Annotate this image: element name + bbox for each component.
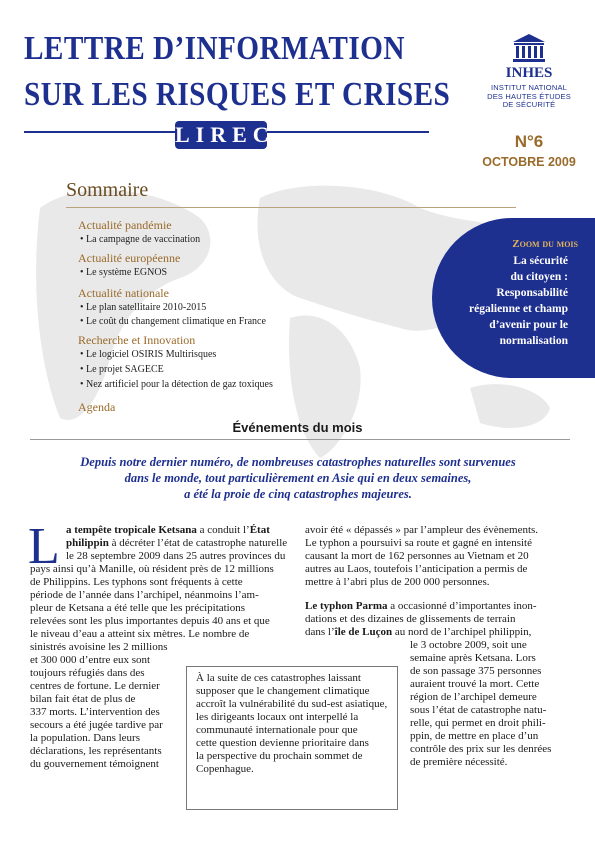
issue-number: N°6 — [514, 132, 544, 151]
article-line: de son passage 375 personnes — [410, 665, 542, 677]
drop-cap: L — [28, 518, 60, 575]
newsletter-title-line-2: SUR LES RISQUES ET CRISES — [24, 76, 451, 113]
article-line: de première nécessité. — [410, 756, 508, 768]
summary-item: • Le logiciel OSIRIS Multirisques — [80, 349, 217, 360]
article-line: sous l’état de catastrophe natu- — [410, 704, 547, 716]
summary-heading: Actualité nationale — [78, 286, 169, 300]
summary-heading: Agenda — [78, 400, 116, 414]
events-title: Événements du mois — [232, 420, 363, 435]
article-line: période de l’année dans l’archipel, néanmoins l’am- — [30, 589, 259, 601]
quote-text: À la suite de ces catastrophes laissant supposer que le changement climatique accroît la vulnérabilité du sud-est asiatique, les dirigeants locaux ont interpellé la communauté internationale pour que cette question devienne prioritaire dans la perspective du prochain sommet de Copenhague. — [196, 672, 388, 775]
article-line: pleur de Ketsana a été telle que les précipitations — [30, 602, 246, 614]
acronym-badge: LIREC — [175, 122, 275, 147]
article-line: la population. Dans leurs — [30, 732, 140, 744]
article-line: semaine après Ketsana. Lors — [410, 652, 536, 664]
article-line: le niveau d’eau a atteint six mètres. Le nombre de — [30, 628, 250, 640]
article-line: sinistrés avoisine les 2 millions — [30, 641, 168, 653]
article-line: région de l’archipel demeure — [410, 691, 537, 703]
institution-name: INHES — [505, 65, 553, 81]
article-line: ppin, de mettre en place d’un — [410, 730, 539, 742]
article-line: secours a été jugée tardive par — [30, 719, 163, 731]
article-line: et 300 000 d’entre eux sont — [30, 654, 151, 666]
summary-rule — [66, 207, 516, 208]
article-line: pays ainsi qu’à Manille, où résident près de 12 millions — [30, 563, 274, 575]
article-line: mettre à l’abri plus de 200 000 personnes. — [305, 576, 490, 588]
article-line: dans l’île de Luçon au nord de l’archipel philippin, — [305, 626, 532, 638]
article-line: philippin à décréter l’état de catastrophe naturelle — [66, 537, 288, 549]
summary-heading: Actualité européenne — [78, 251, 181, 265]
summary-item: • Le coût du changement climatique en France — [80, 316, 266, 327]
summary-item: • Le système EGNOS — [80, 267, 168, 278]
events-intro: Depuis notre dernier numéro, de nombreuses catastrophes naturelles sont survenues dans le monde, tout particulièrement en Asie qui en deux semaines, a été la proie de cinq catastrophes majeures. — [80, 455, 516, 501]
zoom-text: La sécurité du citoyen : Responsabilité régalienne et champ d’avenir pour le normalisation — [468, 255, 568, 347]
article-line: toujours réfugiés dans des — [30, 667, 145, 679]
article-line: autres au Laos, toutefois l’anticipation a permis de — [305, 563, 528, 575]
article-line: causant la mort de 162 personnes au Vietnam et 20 — [305, 550, 529, 562]
article-line: Le typhon a poursuivi sa route et gagné en intensité — [305, 537, 532, 549]
article-line: 337 morts. L’intervention des — [30, 706, 160, 718]
article-line: Le typhon Parma a occasionné d’importantes inon- — [305, 600, 537, 612]
article-line: a tempête tropicale Ketsana a conduit l’État — [66, 524, 270, 536]
article-line: déclarations, les représentants — [30, 745, 162, 757]
article-line: de Philippins. Les typhons sont fréquents à cette — [30, 576, 243, 588]
article-line: le 28 septembre 2009 dans 25 autres provinces du — [66, 550, 286, 562]
article-line: du gouvernement témoignent — [30, 758, 159, 770]
institution-building-icon — [511, 33, 547, 63]
summary-item: • Le plan satellitaire 2010-2015 — [80, 302, 207, 313]
summary-heading: Recherche et Innovation — [78, 333, 196, 347]
article-line: relevées sont les plus importantes depuis 40 ans et que — [30, 615, 270, 627]
article-line: centres de fortune. Le dernier — [30, 680, 160, 692]
article-line: avoir été « dépassés » par l’ampleur des évènements. — [305, 524, 539, 536]
events-rule — [30, 439, 570, 440]
institution-fullname: INSTITUT NATIONAL DES HAUTES ÉTUDES DE SÉCURITÉ — [487, 83, 571, 109]
article-line: bilan fait état de plus de — [30, 693, 136, 705]
article-line: dations et des dizaines de glissements de terrain — [305, 613, 516, 625]
summary-item: • Le projet SAGECE — [80, 364, 164, 375]
article-line: le 3 octobre 2009, soit une — [410, 639, 527, 651]
article-line: relle, qui permet en droit phili- — [410, 717, 546, 729]
article-line: auraient trouvé la mort. Cette — [410, 678, 540, 690]
summary-heading: Actualité pandémie — [78, 218, 172, 232]
article-line: contrôle des prix sur les denrées — [410, 743, 552, 755]
summary-title: Sommaire — [66, 179, 149, 201]
summary-item: • La campagne de vaccination — [80, 234, 201, 245]
issue-date: OCTOBRE 2009 — [482, 155, 576, 169]
zoom-heading: Zoom du mois — [512, 238, 578, 250]
newsletter-title-line-1: LETTRE D’INFORMATION — [24, 30, 405, 67]
summary-item: • Nez artificiel pour la détection de gaz toxiques — [80, 379, 273, 390]
